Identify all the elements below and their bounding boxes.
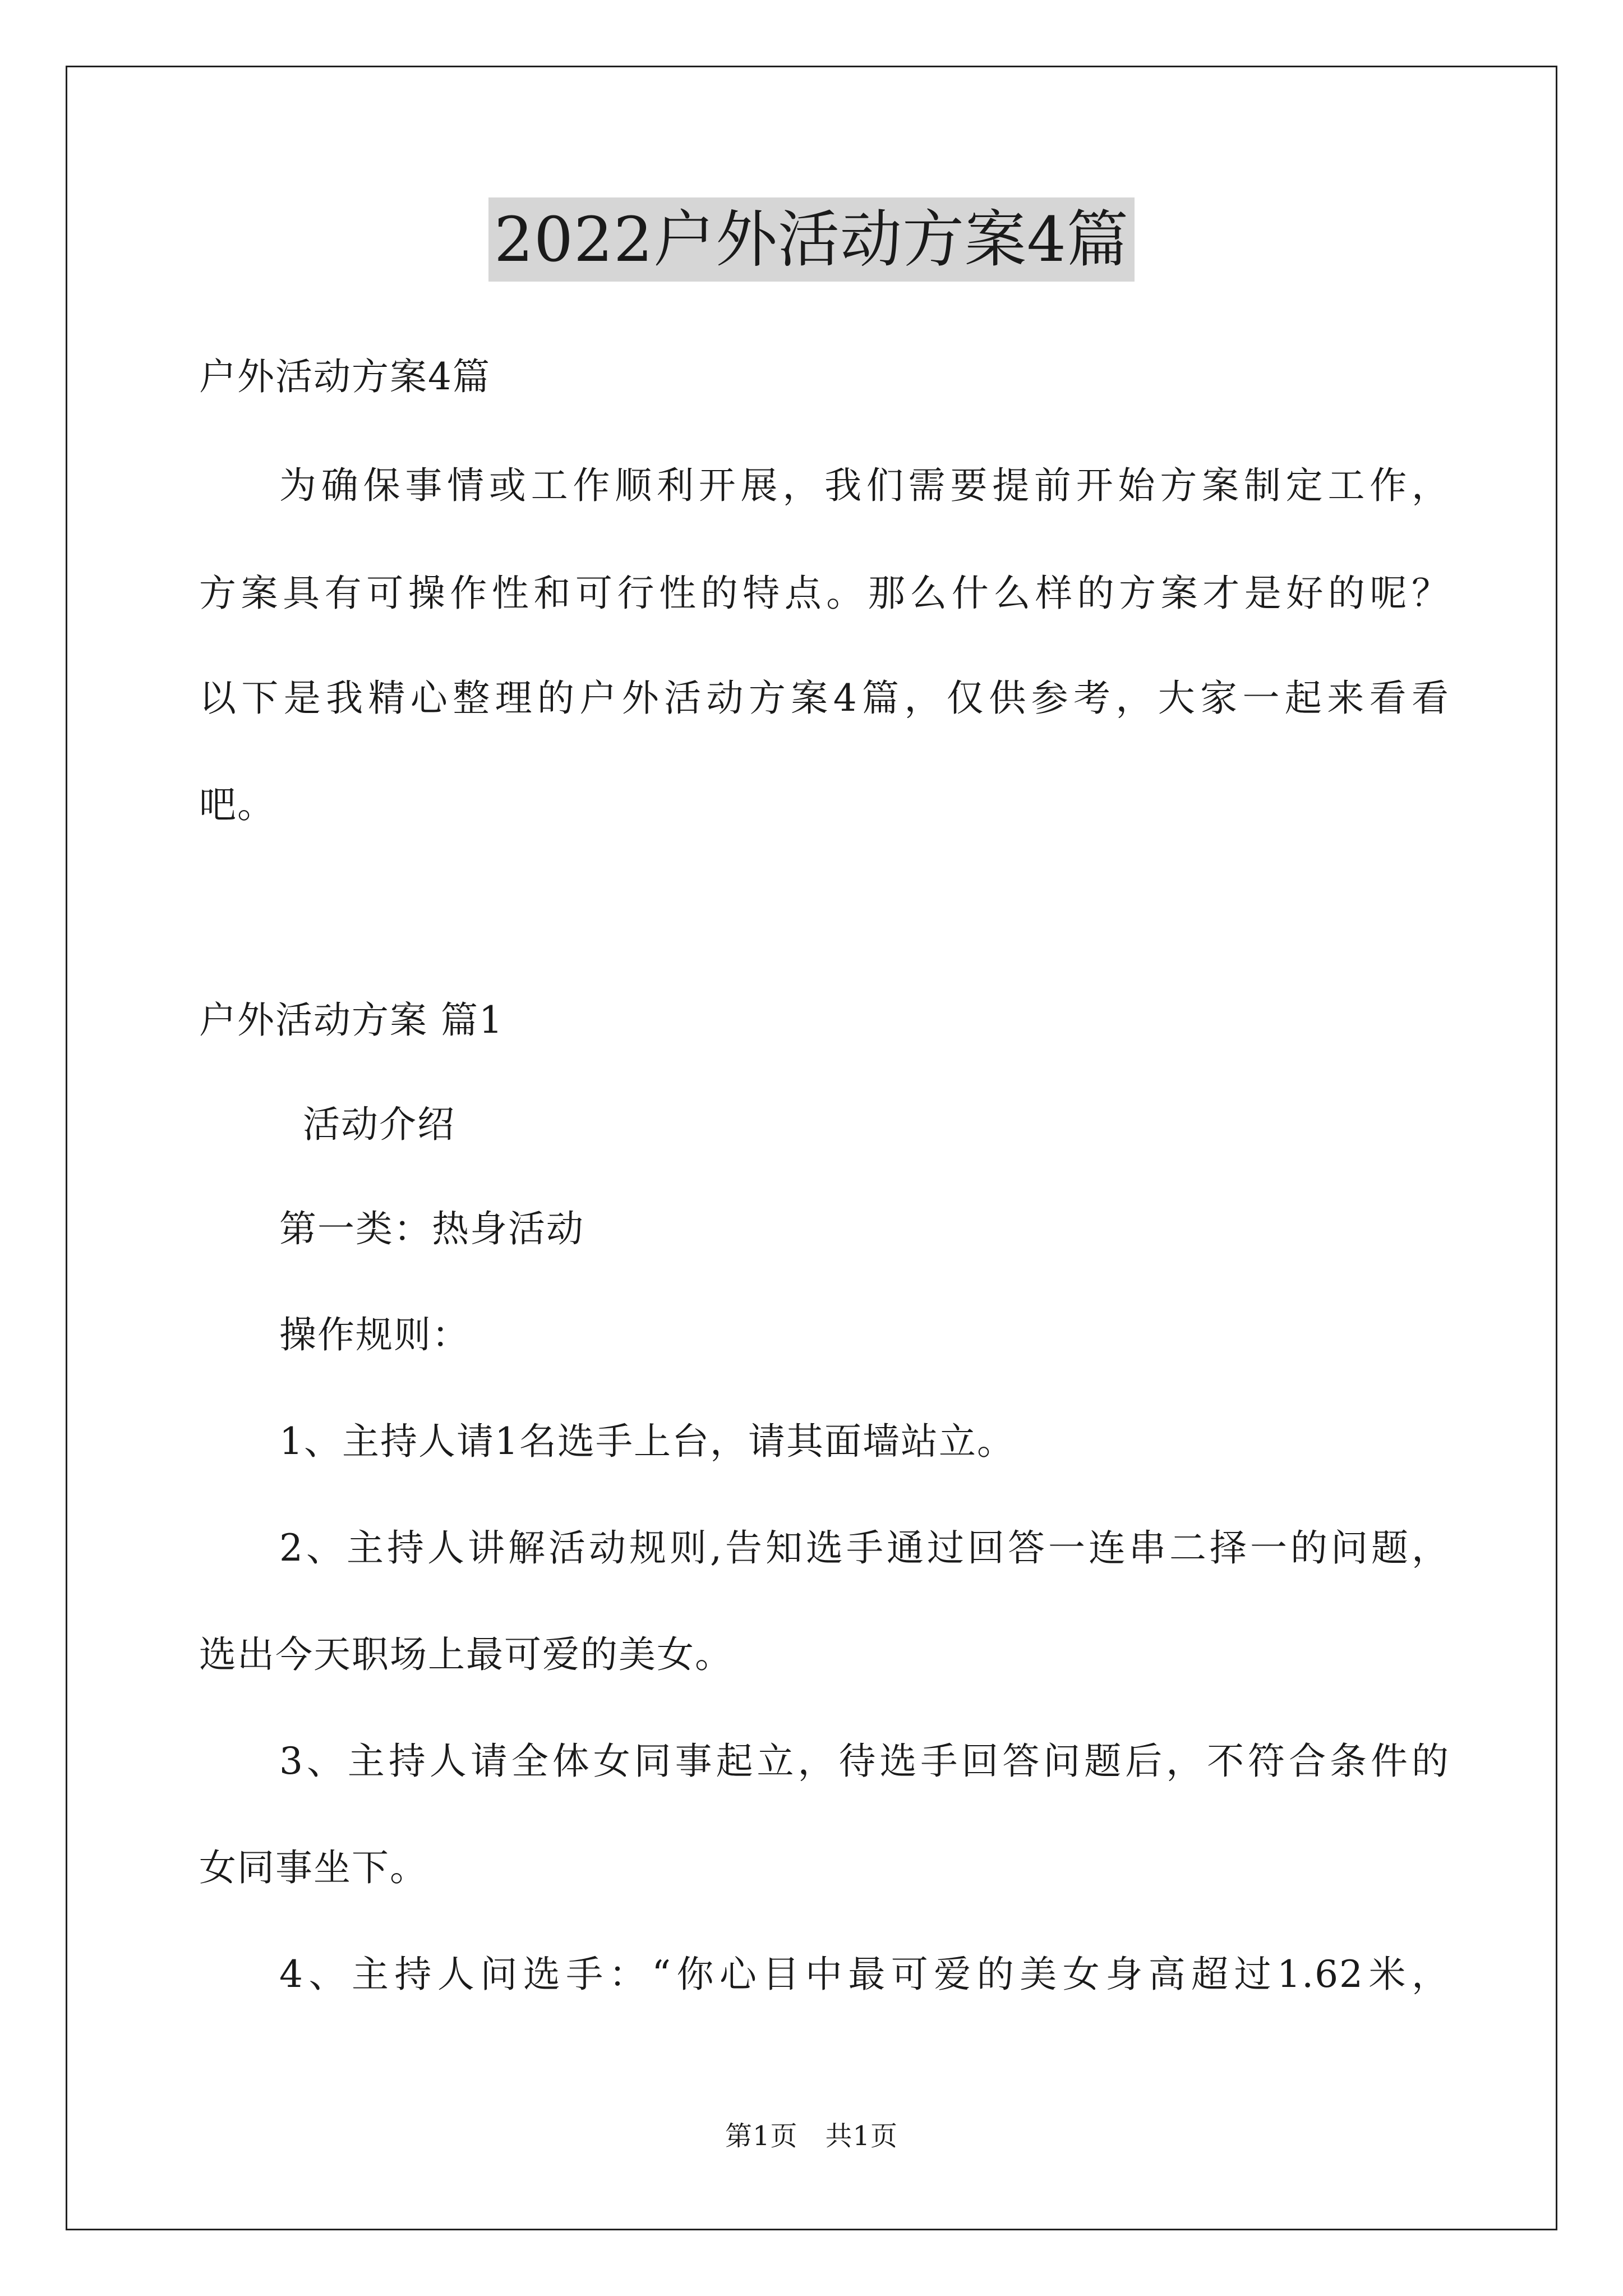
document-subtitle: 户外活动方案4篇: [199, 355, 491, 398]
rule-line-6: 4、主持人问选手：“你心目中最可爱的美女身高超过1.62米，: [279, 1953, 1450, 1996]
page-footer: 第1页 共1页: [725, 2120, 898, 2152]
title-container: [0, 197, 1623, 282]
document-title: 2022户外活动方案4篇: [488, 197, 1135, 282]
intro-line-1: 为确保事情或工作顺利开展，我们需要提前开始方案制定工作，: [279, 464, 1450, 507]
rule-line-3: 选出今天职场上最可爱的美女。: [199, 1633, 733, 1676]
intro-line-4: 吧。: [199, 783, 275, 826]
activity-intro: 活动介绍: [303, 1103, 455, 1146]
category-heading: 第一类：热身活动: [279, 1207, 584, 1250]
rule-line-2: 2、主持人讲解活动规则,告知选手通过回答一连串二择一的问题，: [279, 1526, 1450, 1570]
intro-line-2: 方案具有可操作性和可行性的特点。那么什么样的方案才是好的呢？: [199, 572, 1450, 615]
rule-line-1: 1、主持人请1名选手上台，请其面墙站立。: [279, 1420, 1015, 1463]
rules-label: 操作规则：: [279, 1313, 470, 1356]
section-heading: 户外活动方案 篇1: [199, 999, 504, 1042]
rule-line-5: 女同事坐下。: [199, 1846, 428, 1889]
intro-line-3: 以下是我精心整理的户外活动方案4篇，仅供参考，大家一起来看看: [199, 677, 1450, 720]
rule-line-4: 3、主持人请全体女同事起立，待选手回答问题后，不符合条件的: [279, 1740, 1450, 1783]
